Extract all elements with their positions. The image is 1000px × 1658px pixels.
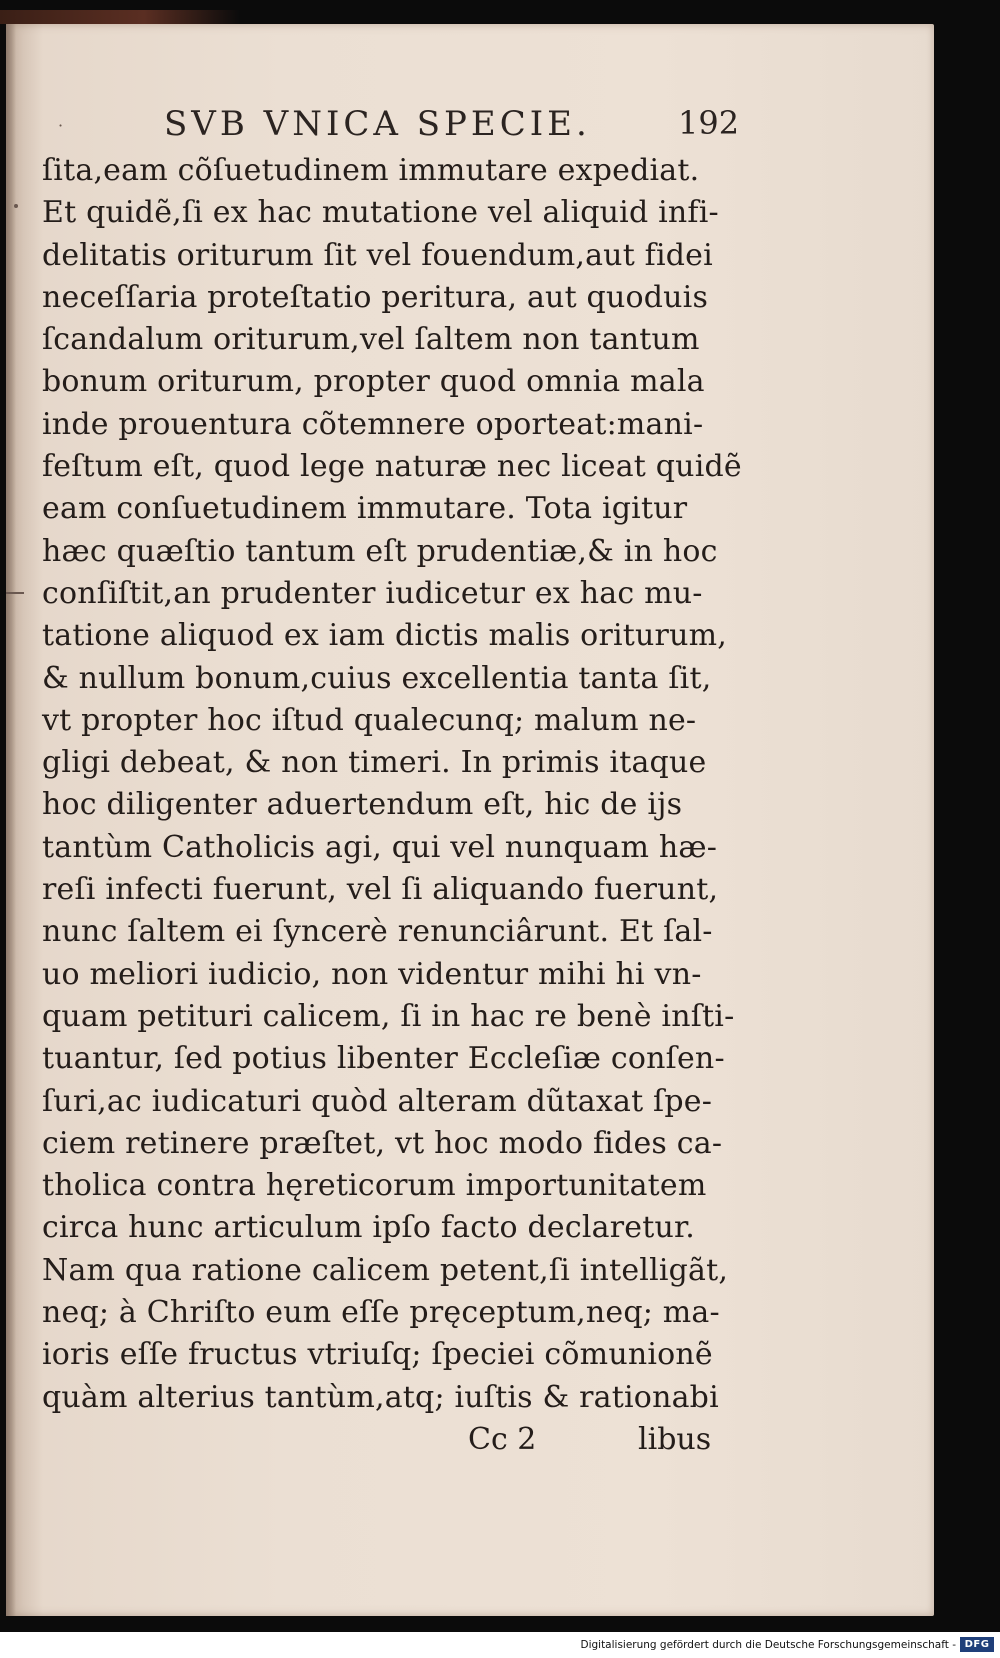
- running-head-title: SVB VNICA SPECIE.: [164, 104, 591, 144]
- text-line: feſtum eſt, quod lege naturæ nec liceat quidẽ: [42, 449, 742, 485]
- head-ornament: ·: [58, 116, 64, 135]
- text-line: quàm alterius tantùm,atq; iuſtis & rationabi: [42, 1379, 719, 1415]
- text-line: neq; à Chriſto eum eſſe pręceptum,neq; ma-: [42, 1295, 720, 1331]
- text-line: neceſſaria proteſtatio peritura, aut quoduis: [42, 279, 709, 315]
- text-line: Et quidẽ,ſi ex hac mutatione vel aliquid infi-: [42, 195, 719, 231]
- catchword: libus: [638, 1422, 712, 1457]
- catchline: [42, 1422, 742, 1462]
- text-line: uo meliori iudicio, non videntur mihi hi vn-: [42, 956, 702, 992]
- text-line: bonum oriturum, propter quod omnia mala: [42, 364, 705, 400]
- page-number: 192: [678, 104, 740, 142]
- text-line: tatione aliquod ex iam dictis malis oriturum,: [42, 618, 727, 654]
- funding-credit: Digitalisierung gefördert durch die Deutsche Forschungsgemeinschaft -: [580, 1639, 956, 1651]
- body-text: [42, 150, 742, 1419]
- text-line: hæc quæſtio tantum eſt prudentiæ,& in hoc: [42, 533, 718, 569]
- text-line: inde prouentura cõtemnere oporteat:mani-: [42, 406, 704, 442]
- text-line: conſiſtit,an prudenter iudicetur ex hac mu-: [42, 575, 703, 611]
- page-gutter-shadow: [6, 24, 16, 1616]
- signature-mark: Cc 2: [468, 1422, 537, 1457]
- text-line: hoc diligenter aduertendum eſt, hic de ijs: [42, 787, 683, 823]
- margin-dash: [6, 592, 24, 594]
- book-cover-edge: [0, 10, 240, 24]
- text-line: ſcandalum oriturum,vel ſaltem non tantum: [42, 322, 700, 358]
- text-line: circa hunc articulum ipſo facto declaretur.: [42, 1210, 695, 1246]
- text-line: eam conſuetudinem immutare. Tota igitur: [42, 491, 688, 527]
- digitization-footer: [0, 1632, 1000, 1658]
- text-line: delitatis oriturum ſit vel fouendum,aut fidei: [42, 237, 713, 273]
- text-line: tholica contra hęreticorum importunitatem: [42, 1168, 707, 1204]
- book-page: [6, 24, 934, 1616]
- text-line: quam petituri calicem, ſi in hac re benè inſti-: [42, 998, 735, 1034]
- text-line: tantùm Catholicis agi, qui vel nunquam hæ-: [42, 829, 718, 865]
- text-line: ciem retinere præſtet, vt hoc modo fides ca-: [42, 1125, 723, 1161]
- margin-mark: [14, 204, 18, 208]
- text-line: ioris eſſe fructus vtriuſq; ſpeciei cõmunionẽ: [42, 1337, 713, 1373]
- running-head: [58, 86, 738, 146]
- text-line: nunc ſaltem ei ſyncerè renunciârunt. Et ſal-: [42, 914, 713, 950]
- text-line: gligi debeat, & non timeri. In primis itaque: [42, 745, 707, 781]
- text-line: & nullum bonum,cuius excellentia tanta ſit,: [42, 660, 712, 696]
- text-line: ſuri,ac iudicaturi quòd alteram dũtaxat ſpe-: [42, 1083, 713, 1119]
- dfg-logo: DFG: [960, 1637, 994, 1652]
- text-line: reſi infecti fuerunt, vel ſi aliquando fuerunt,: [42, 872, 719, 908]
- text-line: tuantur, ſed potius libenter Eccleſiæ conſen-: [42, 1041, 725, 1077]
- text-line: Nam qua ratione calicem petent,ſi intelligãt,: [42, 1252, 729, 1288]
- text-line: ſita,eam cõſuetudinem immutare expediat.: [42, 153, 700, 188]
- text-line: vt propter hoc iſtud qualecunq; malum ne-: [42, 702, 697, 738]
